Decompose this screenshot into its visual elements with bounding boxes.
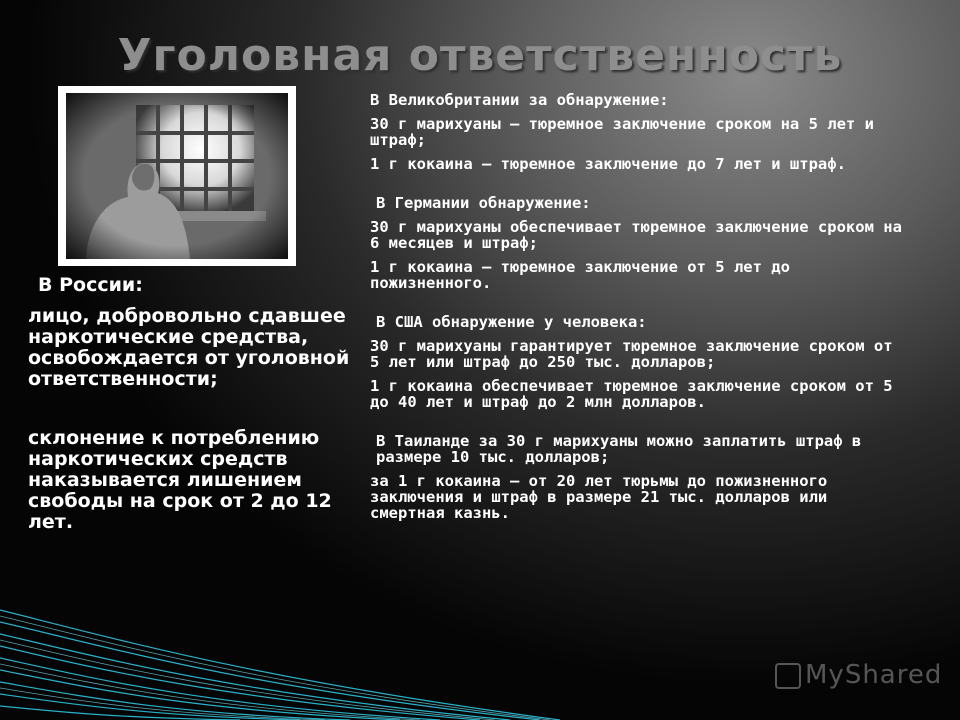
usa-item-1: 30 г марихуаны гарантирует тюремное заключение сроком от 5 лет или штраф до 250 тыс. долларов;	[370, 337, 893, 371]
uk-heading: В Великобритании за обнаружение:	[370, 91, 669, 109]
uk-item-1: 30 г марихуаны – тюремное заключение сроком на 5 лет и штраф;	[370, 115, 874, 149]
thailand-item-1: за 1 г кокаина – от 20 лет тюрьмы до пожизненного заключения и штраф в размере 21 тыс. долларов или смертная казнь.	[370, 472, 828, 522]
slide-title: Уголовная ответственность	[117, 30, 843, 81]
russia-paragraph-1: лицо, добровольно сдавшее наркотические средства, освобождается от уголовной ответственности;	[28, 305, 350, 390]
russia-paragraph-2: склонение к потреблению наркотических средств наказывается лишением свободы на срок от 2 до 12 лет.	[28, 427, 332, 533]
germany-heading: В Германии обнаружение:	[376, 194, 591, 212]
usa-heading: В США обнаружение у человека:	[376, 313, 647, 331]
russia-heading: В России:	[38, 274, 143, 296]
prisoner-window-image	[66, 93, 288, 259]
uk-item-2: 1 г кокаина – тюремное заключение до 7 лет и штраф.	[370, 155, 846, 173]
prison-photo	[58, 86, 296, 266]
thailand-heading: В Таиланде за 30 г марихуаны можно заплатить штраф в размере 10 тыс. долларов;	[376, 432, 862, 466]
decorative-stripes	[0, 570, 560, 720]
countries-section	[370, 92, 910, 529]
watermark-logo-icon	[775, 663, 801, 689]
watermark-text: MyShared	[805, 660, 943, 690]
germany-item-2: 1 г кокаина – тюремное заключение от 5 лет до пожизненного.	[370, 258, 790, 292]
germany-item-1: 30 г марихуаны обеспечивает тюремное заключение сроком на 6 месяцев и штраф;	[370, 218, 902, 252]
russia-section	[28, 275, 358, 571]
watermark	[775, 660, 942, 690]
usa-item-2: 1 г кокаина обеспечивает тюремное заключение сроком от 5 до 40 лет и штраф до 2 млн долларов.	[370, 377, 893, 411]
